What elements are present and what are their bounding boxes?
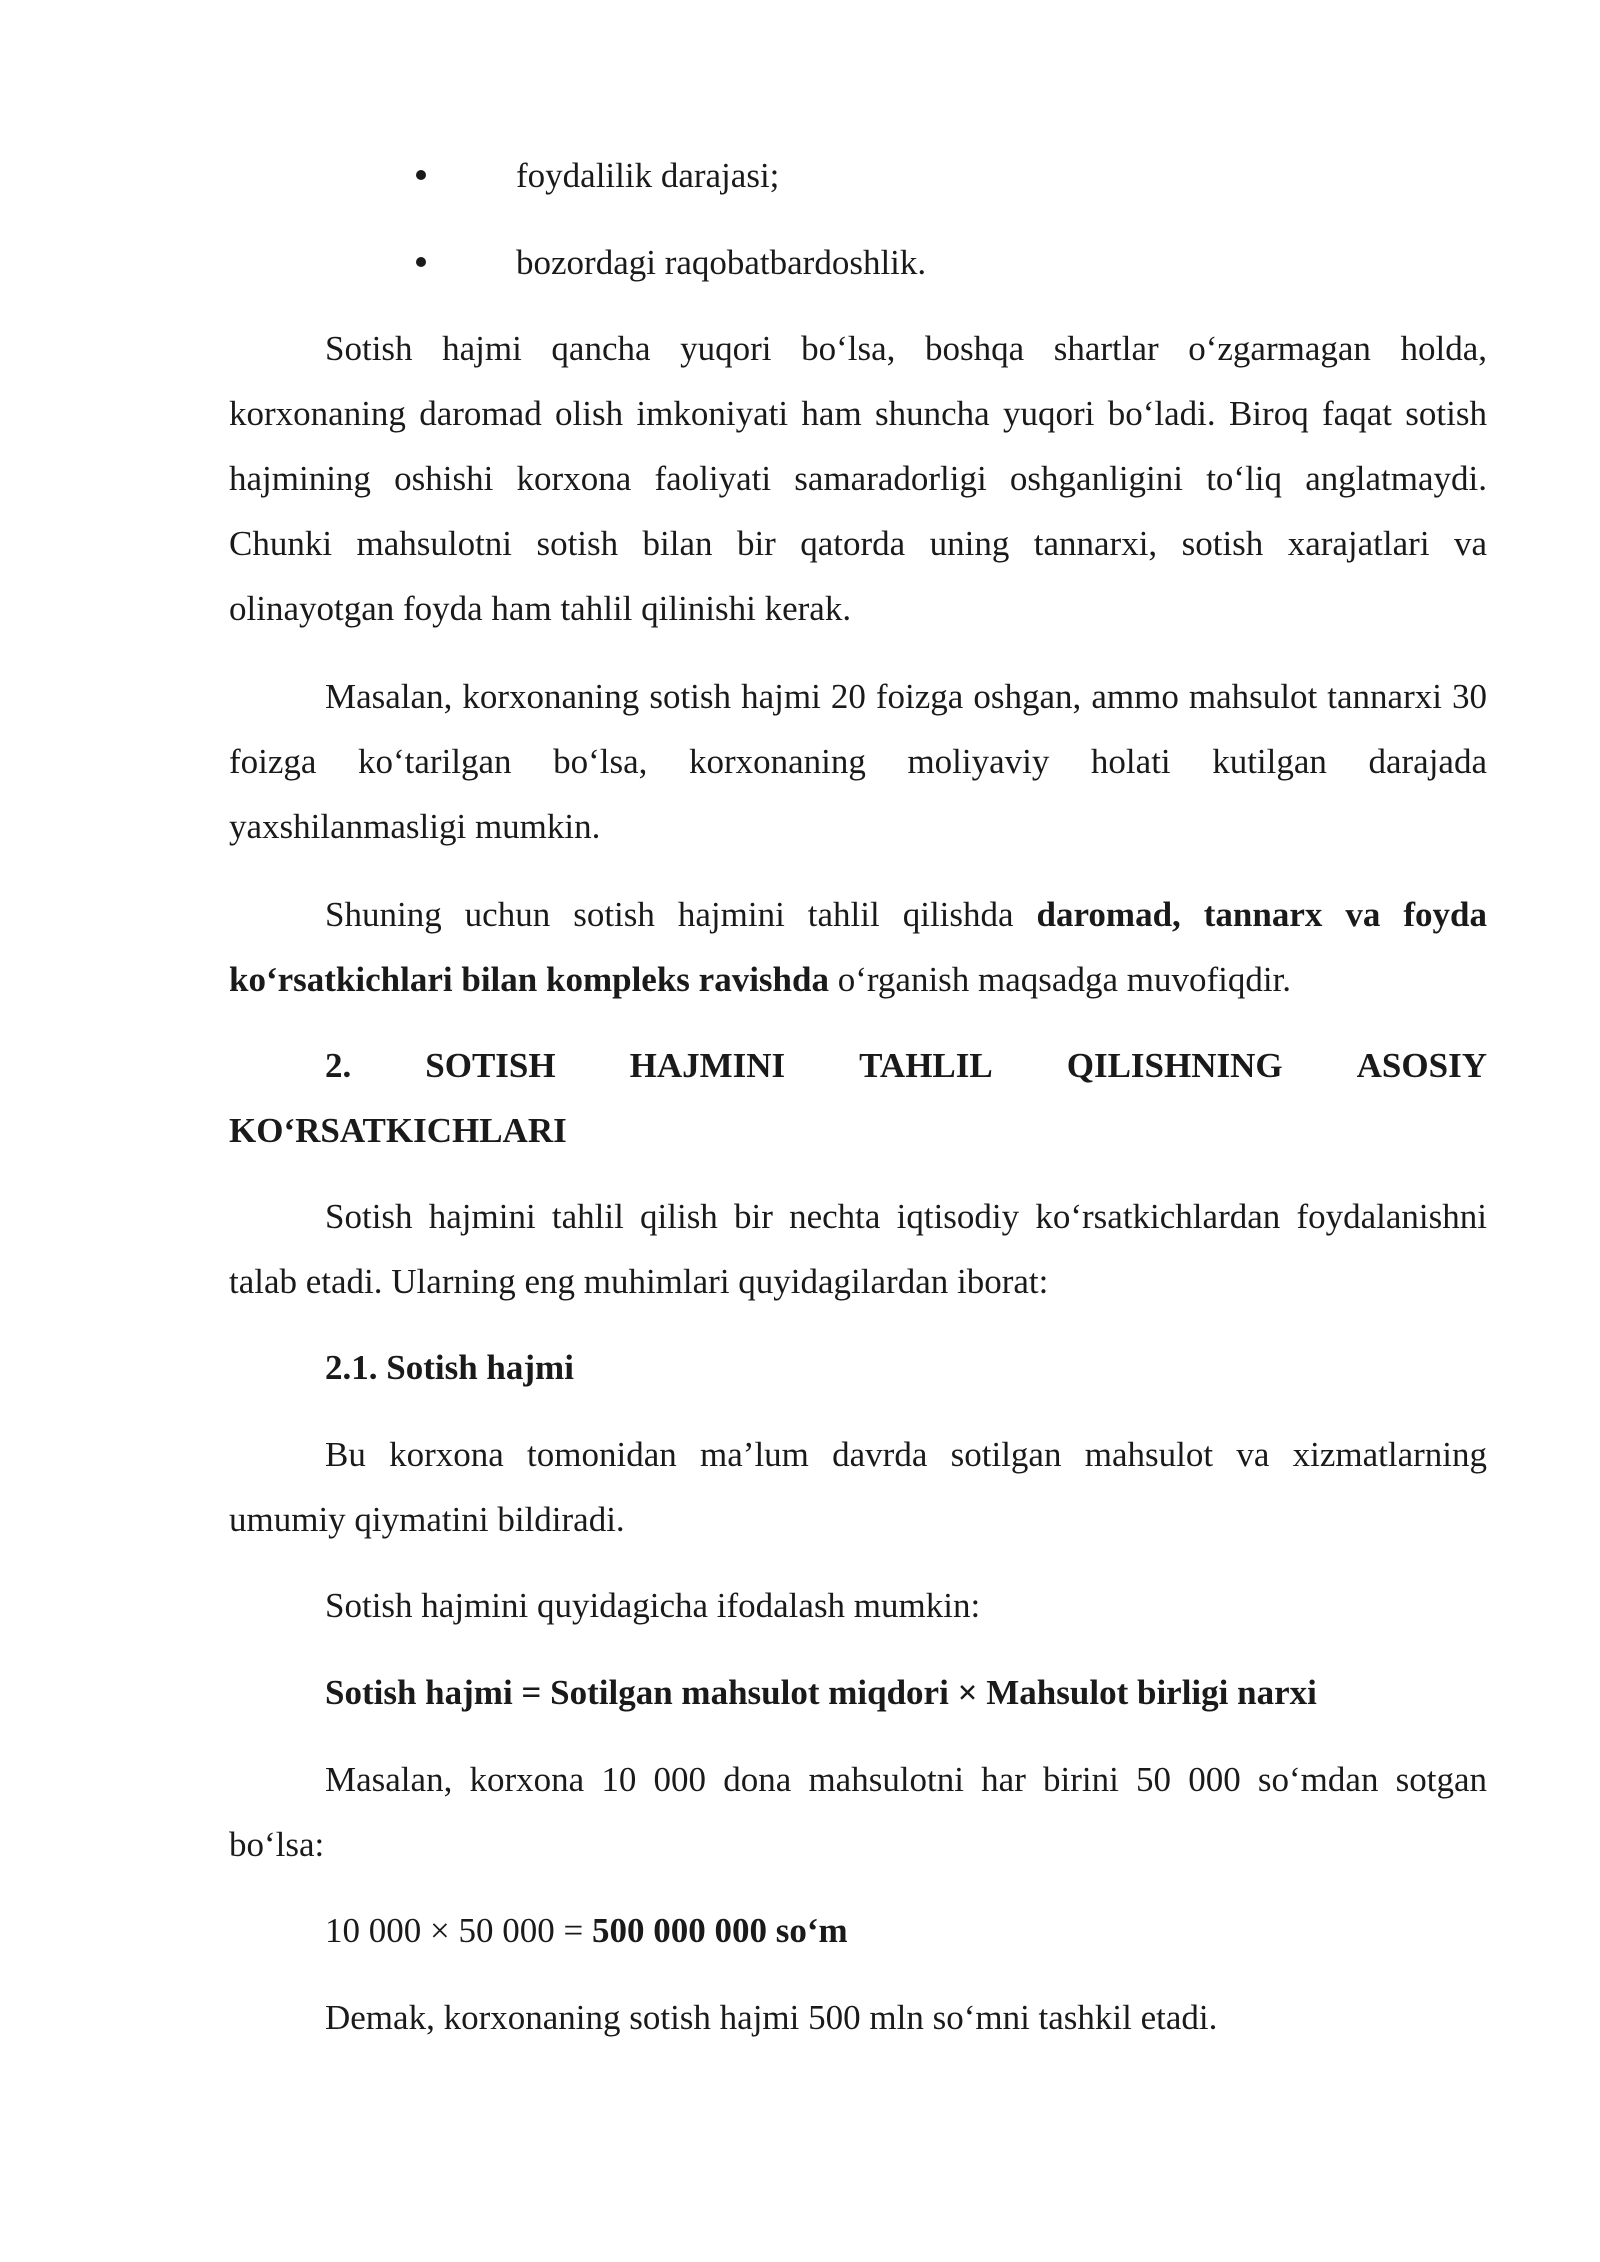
heading-word: TAHLIL [859, 1046, 993, 1085]
paragraph-text: o‘rganish maqsadga muvofiqdir. [828, 960, 1292, 999]
subsection-heading: 2.1. Sotish hajmi [325, 1348, 574, 1387]
heading-word: QILISHNING [1066, 1046, 1283, 1085]
paragraph-conclusion: Demak, korxonaning sotish hajmi 500 mln so‘mni tashkil etadi. [325, 1998, 1218, 2037]
bullet-text: bozordagi raqobatbardoshlik. [516, 243, 927, 282]
heading-line-1 [229, 1033, 1487, 1098]
heading-word: 2. [325, 1046, 352, 1085]
section-heading [229, 1033, 1487, 1163]
calculation [325, 1898, 1487, 1963]
bold-phrase: daromad, tannarx va foyda ko‘rsatkichlari bilan kompleks ravishda [229, 895, 1487, 999]
bullet-icon [416, 170, 426, 180]
paragraph-text: Shuning uchun sotish hajmini tahlil qilishda [325, 895, 1037, 934]
bullet-text: foydalilik darajasi; [516, 156, 780, 195]
paragraph-example-calc: Masalan, korxona 10 000 dona mahsulotni har birini 50 000 so‘mdan sotgan bo‘lsa: [229, 1760, 1487, 1864]
calc-expression: 10 000 × 50 000 = [325, 1911, 592, 1950]
paragraph-formula-intro: Sotish hajmini quyidagicha ifodalash mumkin: [325, 1586, 981, 1625]
paragraph-example-cost: Masalan, korxonaning sotish hajmi 20 foizga oshgan, ammo mahsulot tannarxi 30 foizga ko‘tarilgan bo‘lsa, korxonaning moliyaviy holati kutilgan darajada yaxshilanmasligi mumkin. [229, 677, 1487, 846]
heading-word: ASOSIY [1356, 1046, 1487, 1085]
paragraph-indicators-intro: Sotish hajmini tahlil qilish bir nechta iqtisodiy ko‘rsatkichlardan foydalanishni talab etadi. Ularning eng muhimlari quyidagilardan iborat: [229, 1197, 1487, 1301]
paragraph-definition: Bu korxona tomonidan ma’lum davrda sotilgan mahsulot va xizmatlarning umumiy qiymatini bildiradi. [229, 1435, 1487, 1539]
paragraph-complex-analysis [229, 882, 1487, 1012]
heading-word: SOTISH [425, 1046, 556, 1085]
heading-line-2: KO‘RSATKICHLARI [229, 1111, 567, 1150]
heading-word: HAJMINI [629, 1046, 786, 1085]
calc-result: 500 000 000 so‘m [591, 1911, 848, 1950]
paragraph-sales-volume-intro: Sotish hajmi qancha yuqori bo‘lsa, boshqa shartlar o‘zgarmagan holda, korxonaning daromad olish imkoniyati ham shuncha yuqori bo‘ladi. Biroq faqat sotish hajmining oshishi korxona faoliyati samaradorligi oshganligini to‘liq anglatmaydi. Chunki mahsulotni sotish bilan bir qatorda uning tannarxi, sotish xarajatlari va olinayotgan foyda ham tahlil qilinishi kerak. [229, 329, 1487, 628]
bullet-icon [416, 257, 426, 267]
formula: Sotish hajmi = Sotilgan mahsulot miqdori × Mahsulot birligi narxi [325, 1673, 1317, 1712]
